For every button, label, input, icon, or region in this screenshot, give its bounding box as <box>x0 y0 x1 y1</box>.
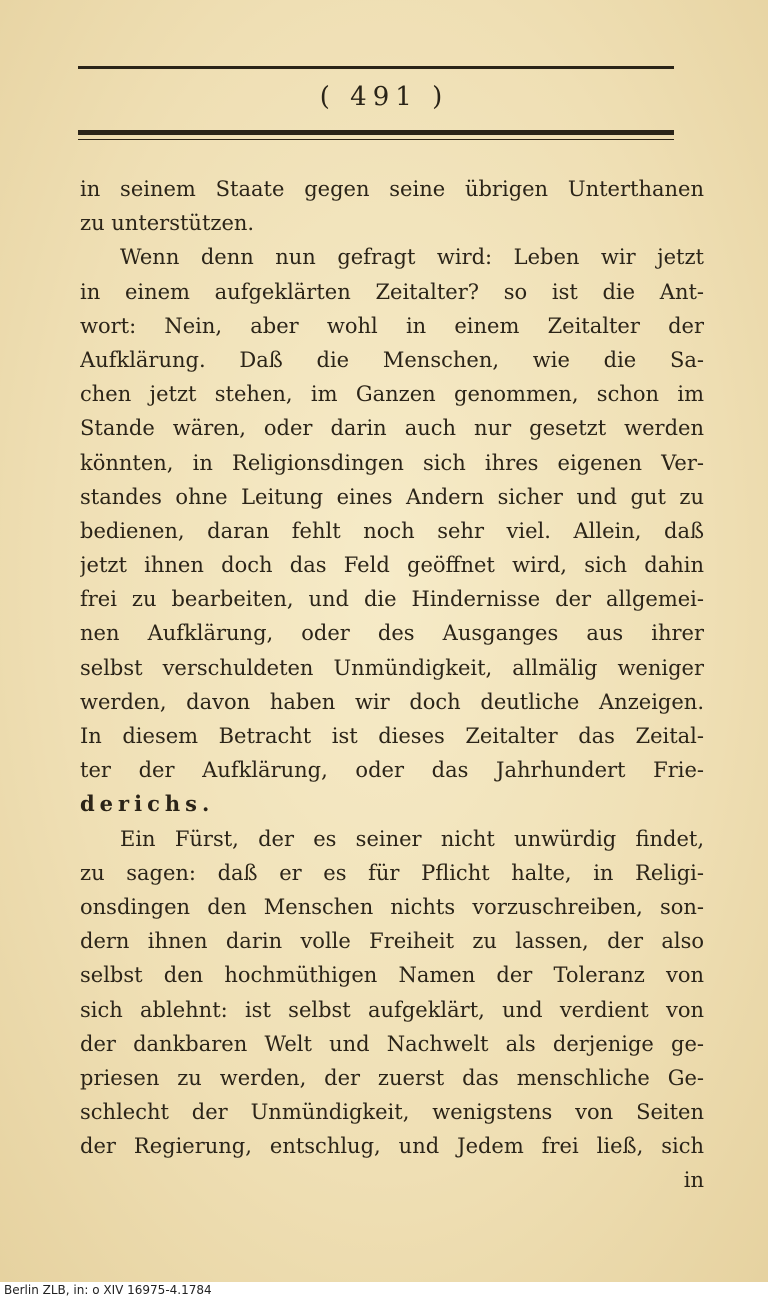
page-number: ( 491 ) <box>319 82 449 112</box>
text-line: standes ohne Leitung eines Andern sicher und gut zu <box>80 484 704 509</box>
text-line: jetzt ihnen doch das Feld geöffnet wird, sich dahin <box>80 553 704 578</box>
body-text <box>80 172 704 1198</box>
text-line: derichs. <box>80 791 215 817</box>
text-line: selbst verschuldeten Unmündigkeit, allmälig weniger <box>80 655 704 680</box>
text-line: Aufklärung. Daß die Menschen, wie die Sa- <box>80 347 704 372</box>
text-line: in seinem Staate gegen seine übrigen Unterthanen <box>80 177 704 201</box>
header-rule-top <box>78 66 674 69</box>
text-line: frei zu bearbeiten, und die Hindernisse der allgemei- <box>80 587 704 612</box>
source-footer: Berlin ZLB, in: o XIV 16975-4.1784 <box>0 1282 768 1299</box>
text-line: Ein Fürst, der es seiner nicht unwürdig findet, <box>120 826 704 851</box>
text-line: bedienen, daran fehlt noch sehr viel. Allein, daß <box>80 518 704 543</box>
text-line: onsdingen den Menschen nichts vorzuschreiben, son- <box>80 894 704 919</box>
text-line: wort: Nein, aber wohl in einem Zeitalter der <box>80 313 704 338</box>
text-line: könnten, in Religionsdingen sich ihres eigenen Ver- <box>80 450 704 475</box>
header-rule-thick <box>78 130 674 135</box>
text-line: werden, davon haben wir doch deutliche Anzeigen. <box>80 689 704 714</box>
text-line: chen jetzt stehen, im Ganzen genommen, schon im <box>80 382 704 407</box>
header-rule-thin <box>78 139 674 140</box>
text-line: schlecht der Unmündigkeit, wenigstens von Seiten <box>80 1100 704 1125</box>
text-line: zu sagen: daß er es für Pflicht halte, in Religi- <box>80 860 704 885</box>
text-line: in einem aufgeklärten Zeitalter? so ist die Ant- <box>80 279 704 304</box>
text-line: der dankbaren Welt und Nachwelt als derjenige ge- <box>80 1031 704 1056</box>
text-line: zu unterstützen. <box>80 211 255 236</box>
text-line: sich ablehnt: ist selbst aufgeklärt, und verdient von <box>80 997 704 1022</box>
text-line: ter der Aufklärung, oder das Jahrhundert Frie- <box>80 758 704 783</box>
text-line: dern ihnen darin volle Freiheit zu lassen, der also <box>80 929 704 954</box>
text-line: priesen zu werden, der zuerst das menschliche Ge- <box>80 1065 704 1090</box>
text-line: Stande wären, oder darin auch nur gesetzt werden <box>80 416 704 441</box>
text-line: Wenn denn nun gefragt wird: Leben wir jetzt <box>120 245 704 270</box>
catchword: in <box>683 1168 704 1193</box>
text-line: In diesem Betracht ist dieses Zeitalter das Zeital- <box>80 724 704 748</box>
text-line: nen Aufklärung, oder des Ausganges aus ihrer <box>80 621 704 646</box>
text-line: der Regierung, entschlug, und Jedem frei ließ, sich <box>80 1134 704 1159</box>
text-line: selbst den hochmüthigen Namen der Toleranz von <box>80 963 704 988</box>
